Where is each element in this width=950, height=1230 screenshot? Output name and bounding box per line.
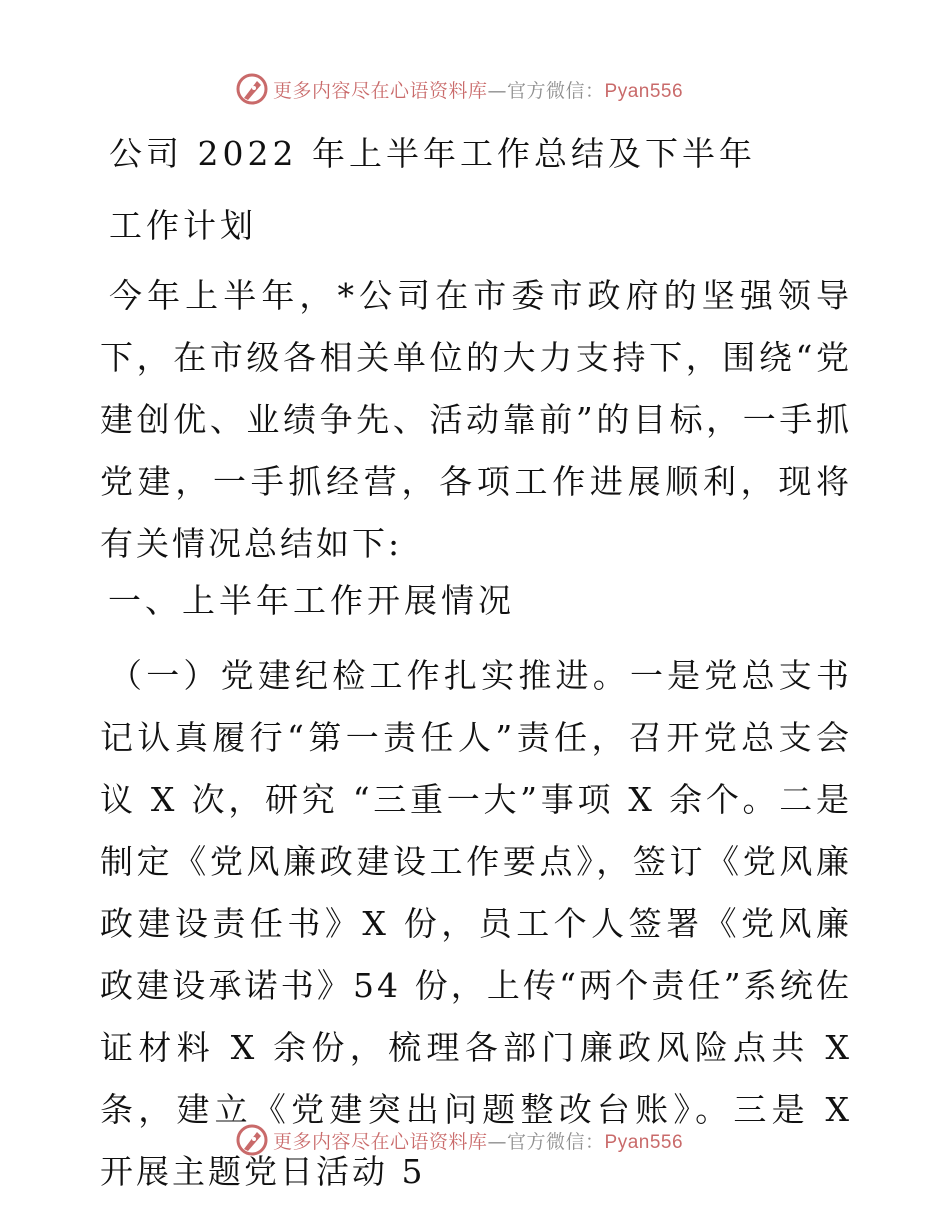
intro-paragraph: 今年上半年，*公司在市委市政府的坚强领导下，在市级各相关单位的大力支持下，围绕“党建创优、业绩争先、活动靠前”的目标，一手抓党建，一手抓经营，各项工作进展顺利，现将有关情况总结如下:: [100, 276, 852, 563]
section-heading: 一、上半年工作开展情况: [108, 581, 515, 620]
watermark-text: 更多内容尽在心语资料库—官方微信：Pyan556: [273, 1130, 684, 1153]
pen-nib-logo-icon: [235, 72, 269, 106]
section-paragraph: （一）党建纪检工作扎实推进。一是党总支书记认真履行“第一责任人”责任，召开党总支会议 X 次，研究 “三重一大”事项 X 余个。二是制定《党风廉政建设工作要点》，签订《党风廉政建设责任书》X 份，员工个人签署《党风廉政建设承诺书》54 份，上传“两个责任”系统佐证材料 X 余份，梳理各部门廉政风险点共 X 条，建立《党建突出问题整改台账》。三是 X 开展主题党日活动 5: [100, 656, 852, 1191]
document-title-line1: 公司 2022 年上半年工作总结及下半年: [109, 134, 756, 173]
watermark-text: 更多内容尽在心语资料库—官方微信：Pyan556: [273, 79, 684, 102]
pen-nib-logo-icon: [235, 1123, 269, 1157]
footer-watermark: [235, 1123, 683, 1157]
header-watermark: [235, 72, 683, 106]
document-title-line2: 工作计划: [109, 206, 257, 245]
